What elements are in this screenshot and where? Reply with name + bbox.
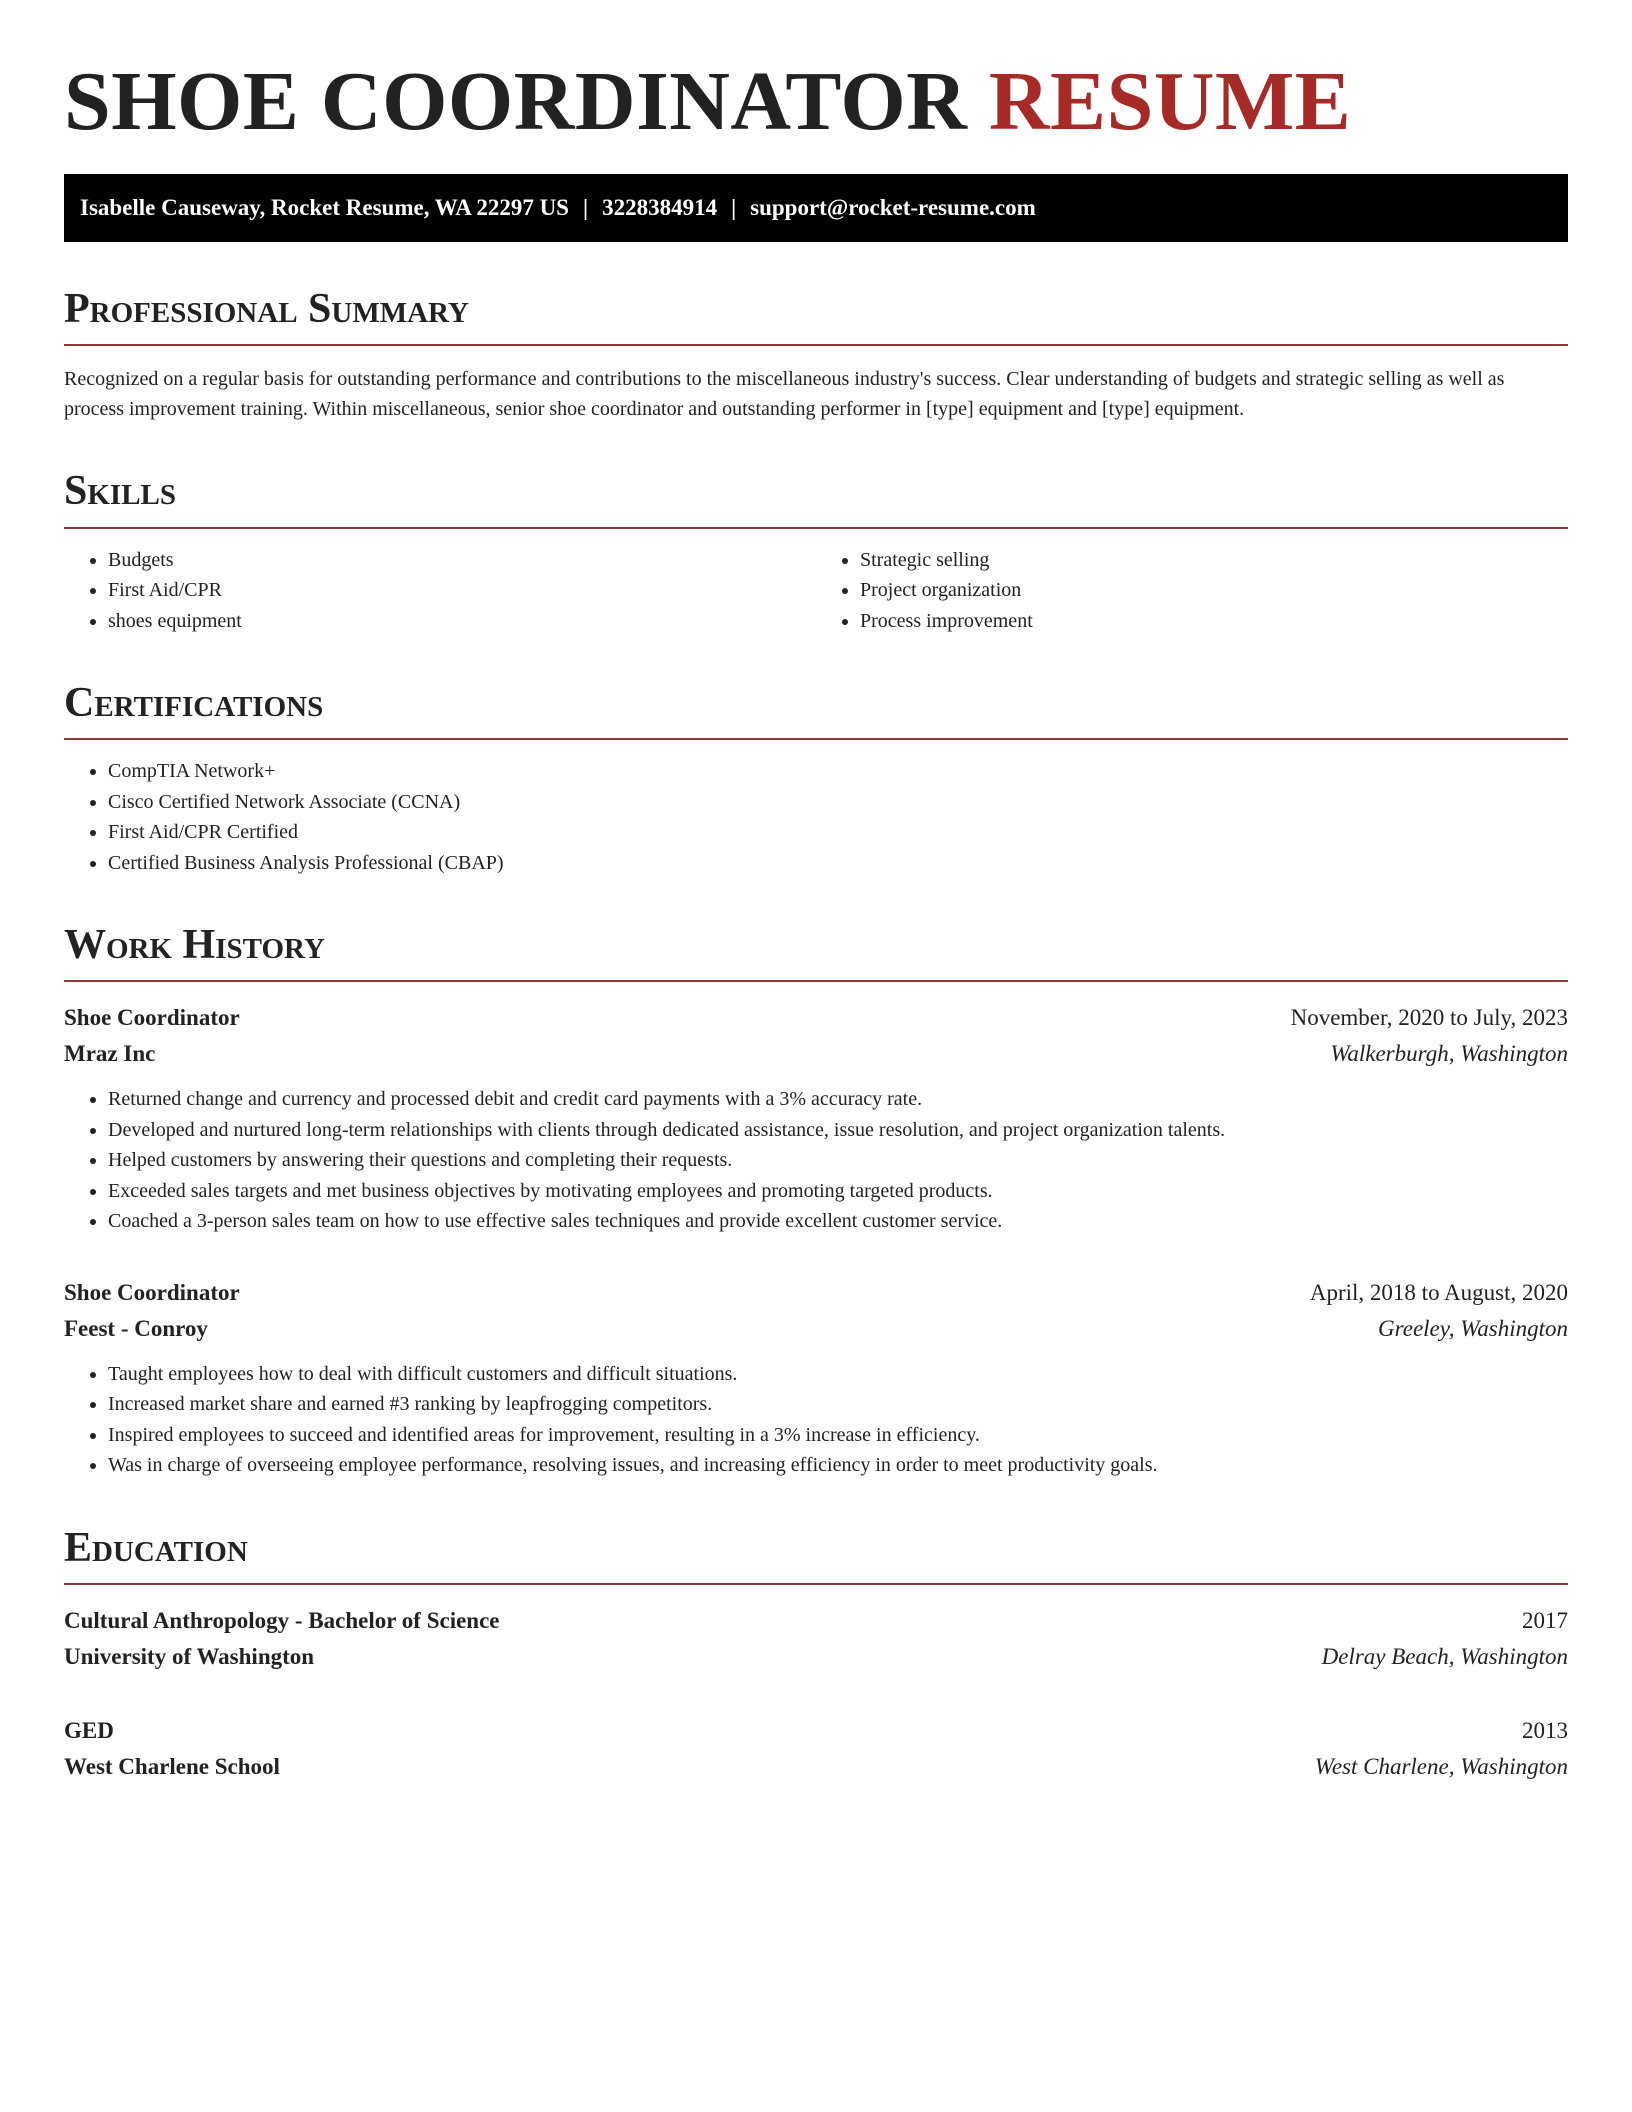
job-bullet: • Was in charge of overseeing employee performance, resolving issues, and increasing efficiency in order to meet productivity goals. <box>108 1450 1568 1481</box>
job-bullet: • Returned change and currency and processed debit and credit card payments with a 3% accuracy rate. <box>108 1084 1568 1115</box>
job-header-row <box>64 1000 1568 1036</box>
education-entry <box>64 1603 1568 1675</box>
certifications-list <box>64 756 1568 878</box>
job-location: Walkerburgh, Washington <box>1330 1041 1568 1067</box>
job-dates: November, 2020 to July, 2023 <box>1290 1005 1568 1031</box>
job-bullet: • Increased market share and earned #3 ranking by leapfrogging competitors. <box>108 1389 1568 1420</box>
skill-item: • First Aid/CPR <box>108 575 816 606</box>
job-title: Shoe Coordinator <box>64 1279 240 1305</box>
certification-item: • Cisco Certified Network Associate (CCNA) <box>108 787 1568 818</box>
contact-address: Isabelle Causeway, Rocket Resume, WA 22297 US <box>80 195 569 221</box>
contact-separator: | <box>582 195 589 221</box>
title-main: SHOE COORDINATOR <box>64 55 968 148</box>
job-company: Feest - Conroy <box>64 1315 208 1341</box>
skills-list <box>64 545 1568 637</box>
job-company-row <box>64 1036 1568 1072</box>
education-location: West Charlene, Washington <box>1314 1754 1568 1780</box>
skills-column-right <box>816 545 1568 637</box>
section-heading-education: Education <box>64 1525 1568 1585</box>
section-heading-summary: Professional Summary <box>64 286 1568 346</box>
skill-item: • Budgets <box>108 545 816 576</box>
education-school-row <box>64 1639 1568 1675</box>
skill-item: • Strategic selling <box>860 545 1568 576</box>
education-school-row <box>64 1749 1568 1785</box>
certification-item: • First Aid/CPR Certified <box>108 817 1568 848</box>
job-header-row <box>64 1275 1568 1311</box>
job-company-row <box>64 1311 1568 1347</box>
education-degree-row <box>64 1603 1568 1639</box>
job-bullet: • Exceeded sales targets and met business objectives by motivating employees and promoting targeted products. <box>108 1176 1568 1207</box>
job-bullet: • Inspired employees to succeed and identified areas for improvement, resulting in a 3% increase in efficiency. <box>108 1420 1568 1451</box>
summary-text: Recognized on a regular basis for outstanding performance and contributions to the miscellaneous industry's success. Clear understanding of budgets and strategic selling as well as process improvement training. Within miscellaneous, senior shoe coordinator and outstanding performer in [type] equipment and [type] equipment. <box>64 368 1505 421</box>
job-bullets <box>64 1359 1568 1481</box>
job-title: Shoe Coordinator <box>64 1005 240 1031</box>
skills-column-left <box>64 545 816 637</box>
job-company: Mraz Inc <box>64 1041 156 1067</box>
page-title <box>64 55 1568 148</box>
education-entry <box>64 1713 1568 1785</box>
job-bullet: • Developed and nurtured long-term relationships with clients through dedicated assistance, issue resolution, and project organization talents. <box>108 1115 1568 1146</box>
education-year: 2017 <box>1522 1608 1568 1634</box>
title-accent: RESUME <box>988 55 1352 148</box>
certification-item: • Certified Business Analysis Professional (CBAP) <box>108 848 1568 879</box>
contact-phone: 3228384914 <box>602 195 718 221</box>
job-bullet: • Taught employees how to deal with difficult customers and difficult situations. <box>108 1359 1568 1390</box>
job-bullet: • Coached a 3-person sales team on how to use effective sales techniques and provide excellent customer service. <box>108 1206 1568 1237</box>
job-entry <box>64 1275 1568 1481</box>
job-dates: April, 2018 to August, 2020 <box>1309 1279 1568 1305</box>
skill-item: • shoes equipment <box>108 606 816 637</box>
contact-separator: | <box>731 195 737 221</box>
education-school: West Charlene School <box>64 1754 280 1780</box>
section-heading-work-history: Work History <box>64 922 1568 982</box>
job-location: Greeley, Washington <box>1378 1315 1568 1341</box>
section-heading-skills: Skills <box>64 468 1568 528</box>
job-bullet: • Helped customers by answering their questions and completing their requests. <box>108 1145 1568 1176</box>
education-degree: GED <box>64 1718 114 1744</box>
education-location: Delray Beach, Washington <box>1321 1644 1568 1670</box>
job-bullets <box>64 1084 1568 1237</box>
contact-email: support@rocket-resume.com <box>750 195 1036 221</box>
education-school: University of Washington <box>64 1644 315 1670</box>
education-degree: Cultural Anthropology - Bachelor of Science <box>64 1608 500 1634</box>
contact-bar <box>64 174 1568 242</box>
job-entry <box>64 1000 1568 1237</box>
skill-item: • Project organization <box>860 575 1568 606</box>
section-heading-certifications: Certifications <box>64 680 1568 740</box>
education-year: 2013 <box>1522 1718 1568 1744</box>
certification-item: • CompTIA Network+ <box>108 756 1568 787</box>
skill-item: • Process improvement <box>860 606 1568 637</box>
education-degree-row <box>64 1713 1568 1749</box>
